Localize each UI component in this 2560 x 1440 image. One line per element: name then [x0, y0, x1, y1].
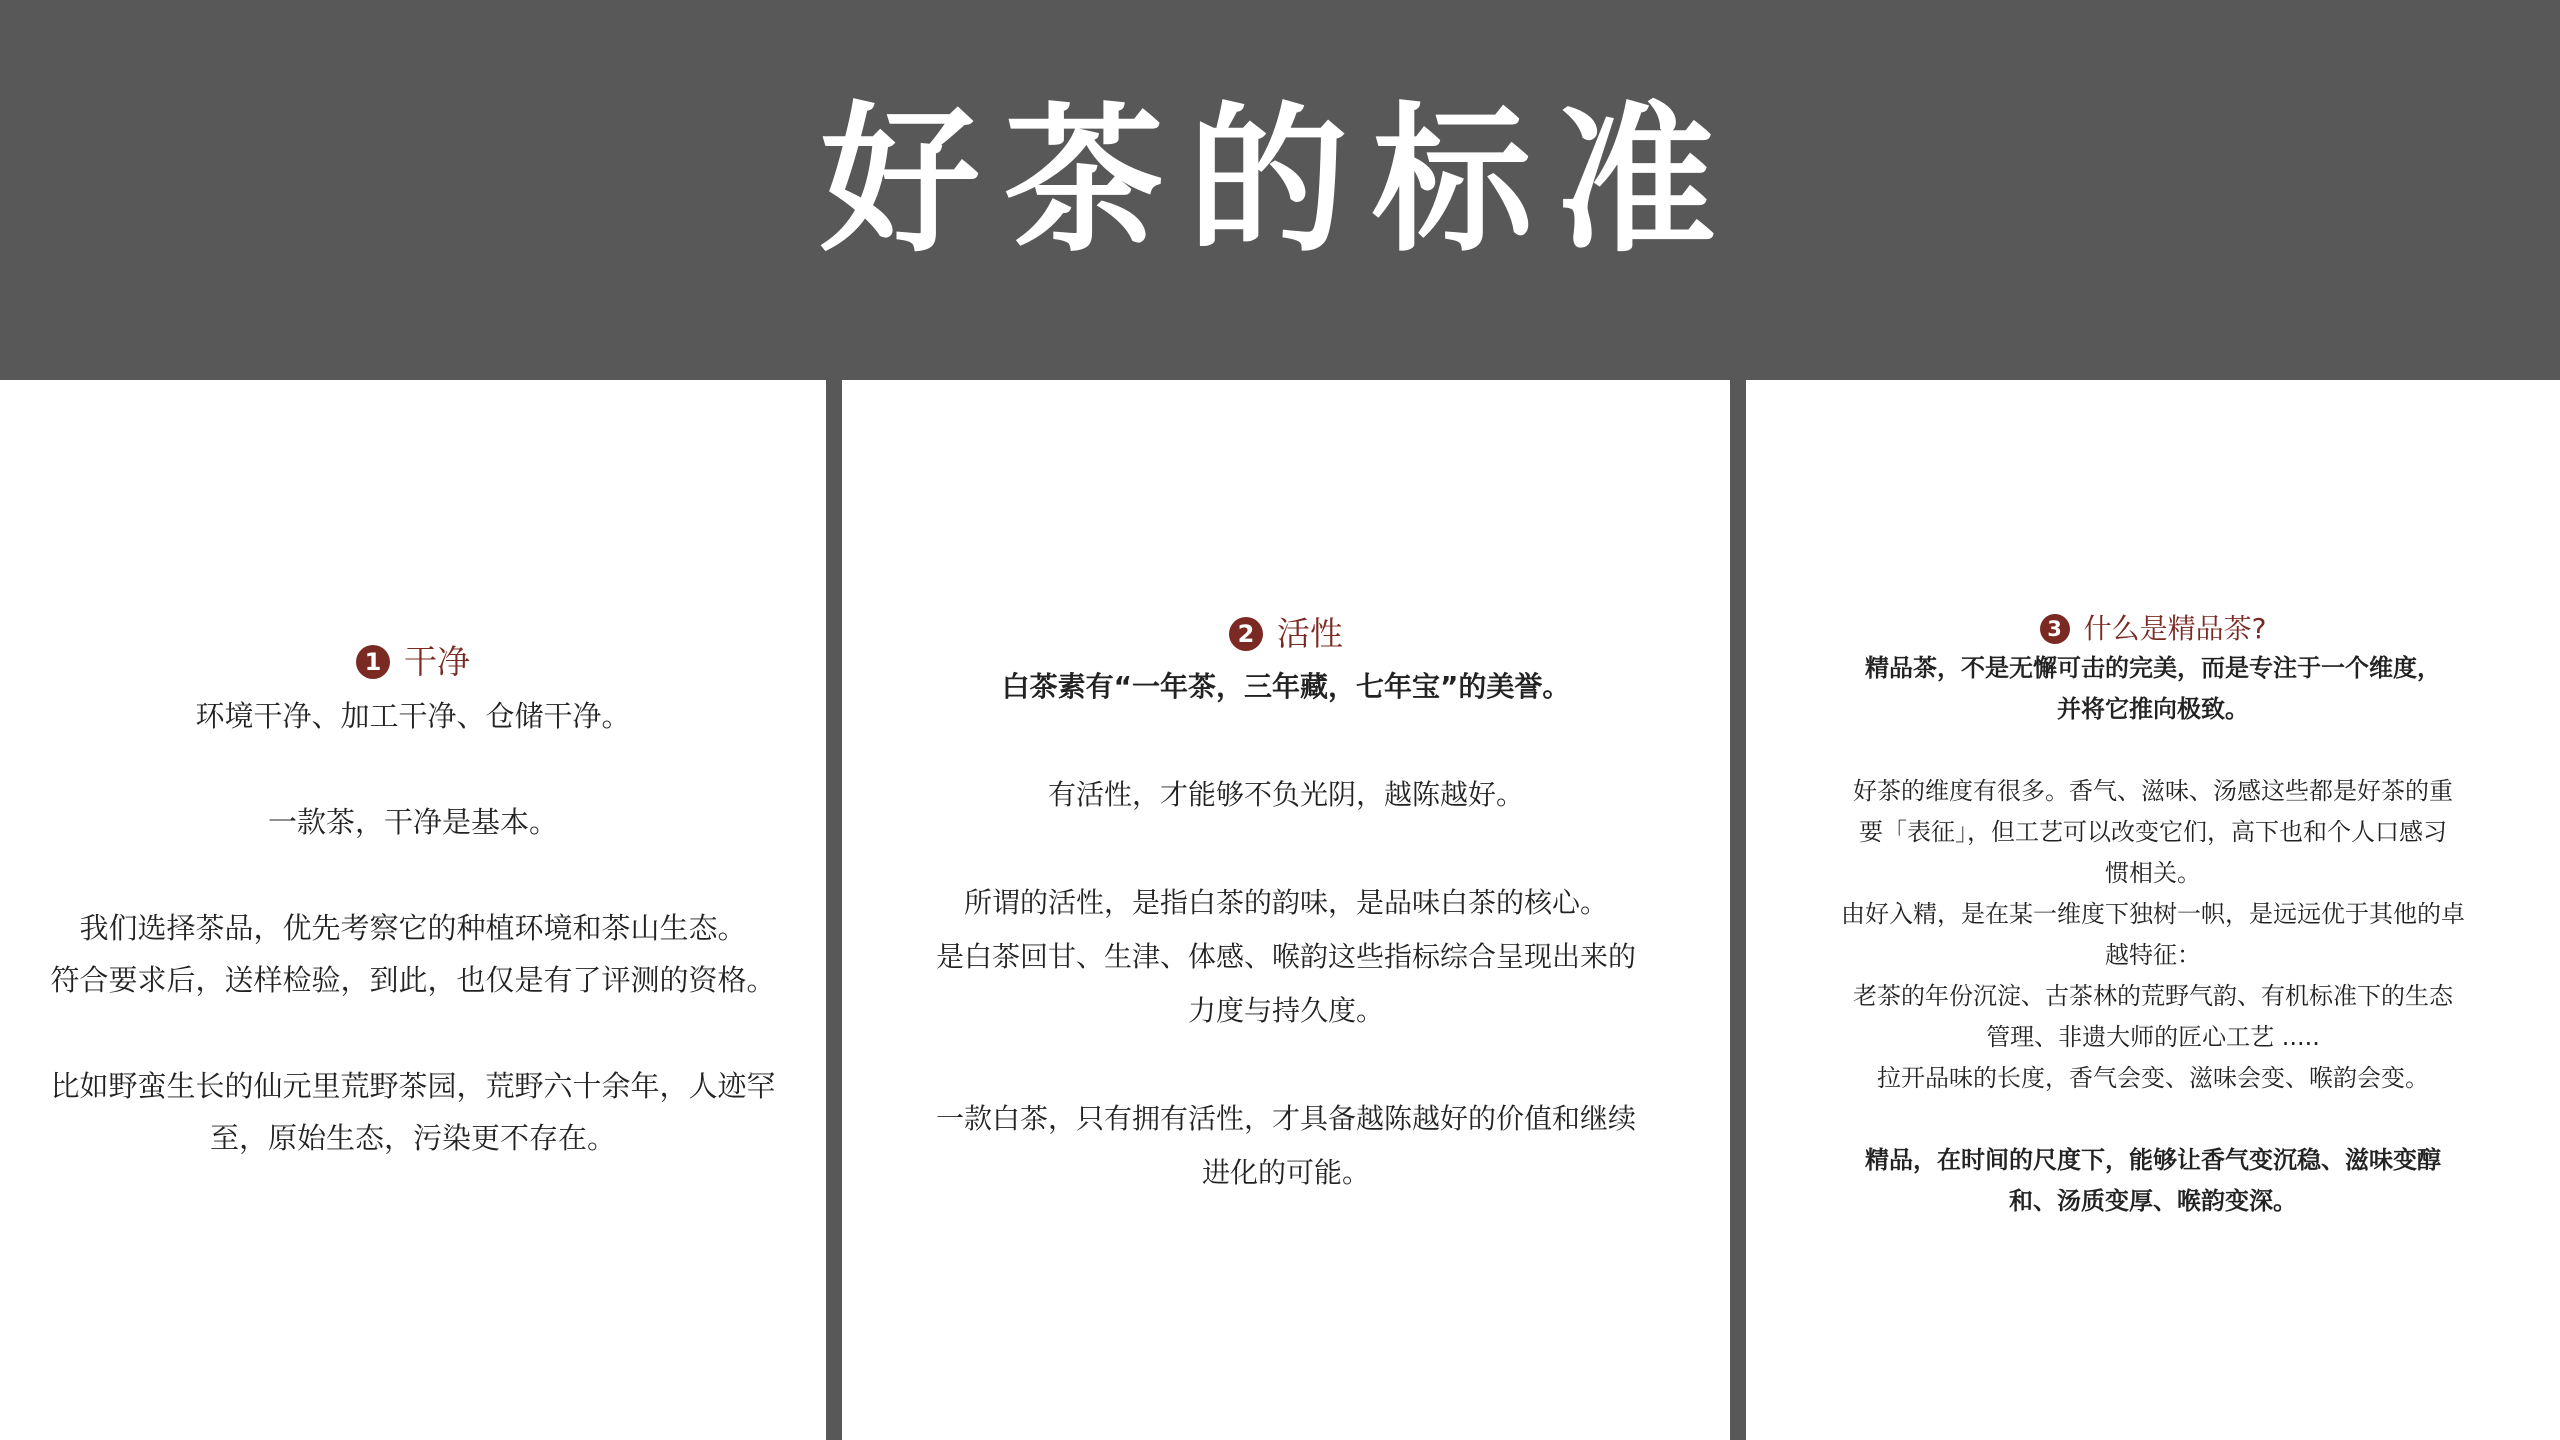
- section-heading-vitality: [842, 612, 1730, 656]
- paragraph-line: 进化的可能。: [1201, 1156, 1370, 1189]
- section-clean: [0, 640, 826, 1164]
- panel-vitality: [842, 380, 1730, 1440]
- number-badge: 3: [2040, 614, 2070, 644]
- paragraph-line: 要「表征」，但工艺可以改变它们，高下也和个人口感习: [1859, 818, 2447, 846]
- section-title: 什么是精品茶?: [2083, 612, 2267, 645]
- paragraph-line: 环境干净、加工干净、仓储干净。: [195, 699, 631, 733]
- paragraph-line: 拉开品味的长度，香气会变、滋味会变、喉韵会变。: [1877, 1064, 2429, 1092]
- section-title: 干净: [404, 642, 470, 681]
- paragraph-line: 所谓的活性，是指白茶的韵味，是品味白茶的核心。: [963, 886, 1608, 919]
- paragraph-line: 一款茶，干净是基本。: [267, 805, 558, 839]
- paragraph-line: 是白茶回甘、生津、体感、喉韵这些指标综合呈现出来的: [935, 940, 1636, 973]
- paragraph-line: 有活性，才能够不负光阴，越陈越好。: [1047, 778, 1524, 811]
- lead-line: 白茶素有“一年茶，三年藏，七年宝”的美誉。: [1001, 670, 1571, 703]
- page-title: 好茶的标准: [819, 86, 1740, 274]
- paragraph-line: 比如野蛮生长的仙元里荒野茶园，荒野六十余年，人迹罕: [50, 1069, 776, 1103]
- number-badge: 2: [1229, 617, 1263, 651]
- header-banner: [0, 0, 2560, 380]
- lead-line: 精品茶，不是无懈可击的完美，而是专注于一个维度，: [1865, 654, 2441, 682]
- paragraph-line: 一款白茶，只有拥有活性，才具备越陈越好的价值和继续: [935, 1102, 1636, 1135]
- paragraph-line: 符合要求后，送样检验，到此，也仅是有了评测的资格。: [50, 963, 776, 997]
- number-badge: 1: [356, 645, 390, 679]
- paragraph-line: 至，原始生态，污染更不存在。: [209, 1121, 616, 1155]
- section-premium: [1746, 610, 2560, 1222]
- paragraph-line: 管理、非遗大师的匠心工艺 .....: [1986, 1023, 2320, 1051]
- section-vitality: [842, 612, 1730, 1200]
- closing-line: 和、汤质变厚、喉韵变深。: [2009, 1187, 2297, 1215]
- paragraph-line: 越特征：: [2105, 941, 2201, 969]
- panel-clean: [0, 380, 826, 1440]
- section-heading-premium: [1746, 610, 2560, 648]
- paragraph-line: 由好入精，是在某一维度下独树一帜，是远远优于其他的卓: [1841, 900, 2465, 928]
- closing-line: 精品，在时间的尺度下，能够让香气变沉稳、滋味变醇: [1865, 1146, 2441, 1174]
- section-title: 活性: [1277, 614, 1343, 653]
- panel-premium: [1746, 380, 2560, 1440]
- paragraph-line: 我们选择茶品，优先考察它的种植环境和茶山生态。: [79, 911, 747, 945]
- paragraph-line: 老茶的年份沉淀、古茶林的荒野气韵、有机标准下的生态: [1853, 982, 2453, 1010]
- lead-line: 并将它推向极致。: [2057, 695, 2249, 723]
- paragraph-line: 力度与持久度。: [1187, 994, 1384, 1027]
- paragraph-line: 好茶的维度有很多。香气、滋味、汤感这些都是好茶的重: [1853, 777, 2453, 805]
- paragraph-line: 惯相关。: [2105, 859, 2201, 887]
- section-heading-clean: [0, 640, 826, 684]
